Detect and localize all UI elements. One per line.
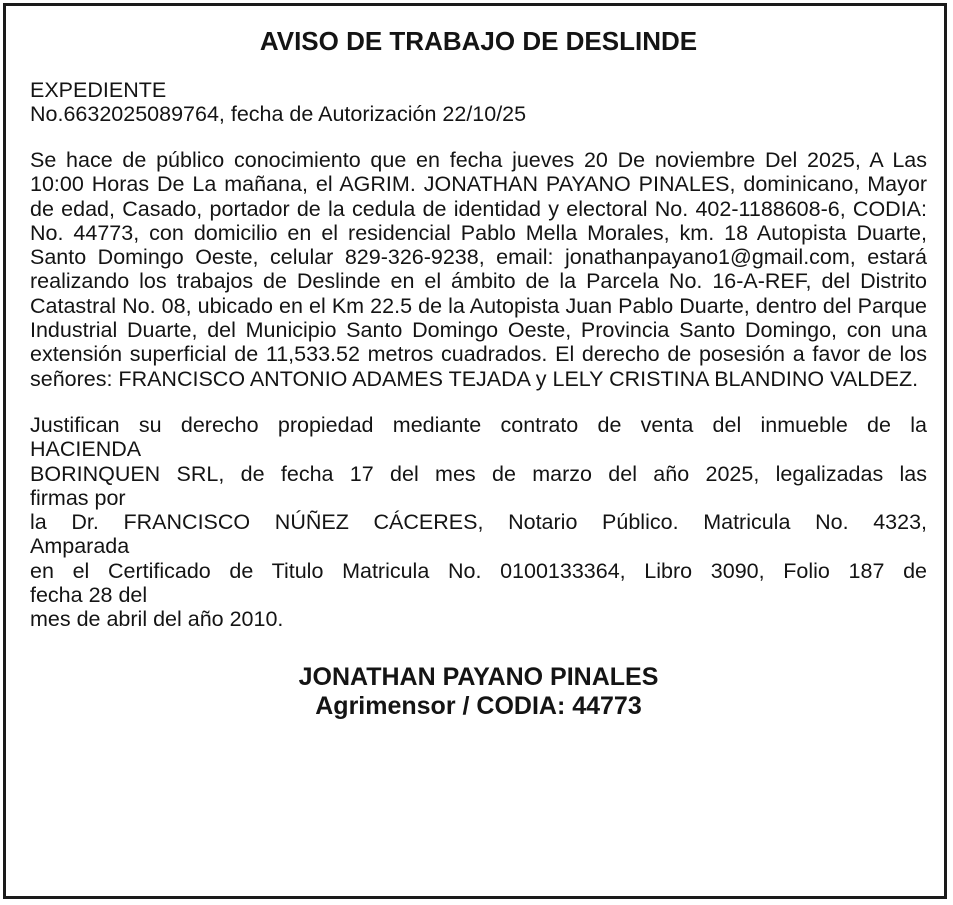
justification-line: la Dr. FRANCISCO NÚÑEZ CÁCERES, Notario Público. Matricula No. 4323, bbox=[30, 510, 927, 535]
justification-line: fecha 28 del bbox=[30, 583, 148, 608]
justification-line: BORINQUEN SRL, de fecha 17 del mes de marzo del año 2025, legalizadas las bbox=[30, 461, 927, 486]
justification-line: HACIENDA bbox=[30, 437, 142, 462]
justification-line: Justifican su derecho propiedad mediante contrato de venta del inmueble de la bbox=[30, 412, 927, 437]
signature-name: JONATHAN PAYANO PINALES bbox=[298, 662, 659, 691]
signature-role: Agrimensor / CODIA: 44773 bbox=[315, 691, 642, 720]
notice-frame bbox=[3, 3, 947, 899]
expediente-label: EXPEDIENTE bbox=[30, 78, 167, 102]
announcement-paragraph: Se hace de público conocimiento que en fecha jueves 20 De noviembre Del 2025, A Las 10:00 Horas De La mañana, el AGRIM. JONATHAN PAYANO PINALES, dominicano, Mayor de edad, Casado, portador de la cedula de identidad y electoral No. 402-1188608-6, CODIA: No. 44773, con domicilio en el residencial Pablo Mella Morales, km. 18 Autopista Duarte, Santo Domingo Oeste, celular 829-326-9238, email: jonathanpayano1@gmail.com, estará realizando los trabajos de Deslinde en el ámbito de la Parcela No. 16-A-REF, del Distrito Catastral No. 08, ubicado en el Km 22.5 de la Autopista Juan Pablo Duarte, dentro del Parque Industrial Duarte, del Municipio Santo Domingo Oeste, Provincia Santo Domingo, con una extensión superficial de 11,533.52 metros cuadrados. El derecho de posesión a favor de los señores: FRANCISCO ANTONIO ADAMES TEJADA y LELY CRISTINA BLANDINO VALDEZ. bbox=[30, 148, 927, 391]
justification-line: Amparada bbox=[30, 534, 130, 559]
justification-paragraph bbox=[30, 413, 927, 632]
notice-content bbox=[30, 26, 927, 721]
expediente-number: No.6632025089764, fecha de Autorización 22/10/25 bbox=[30, 102, 527, 126]
justification-line: en el Certificado de Titulo Matricula No. 0100133364, Libro 3090, Folio 187 de bbox=[30, 558, 927, 583]
justification-line: mes de abril del año 2010. bbox=[30, 607, 284, 632]
signature-block bbox=[30, 663, 927, 721]
justification-line: firmas por bbox=[30, 485, 126, 510]
expediente-block bbox=[30, 78, 927, 126]
notice-title: AVISO DE TRABAJO DE DESLINDE bbox=[259, 26, 698, 56]
